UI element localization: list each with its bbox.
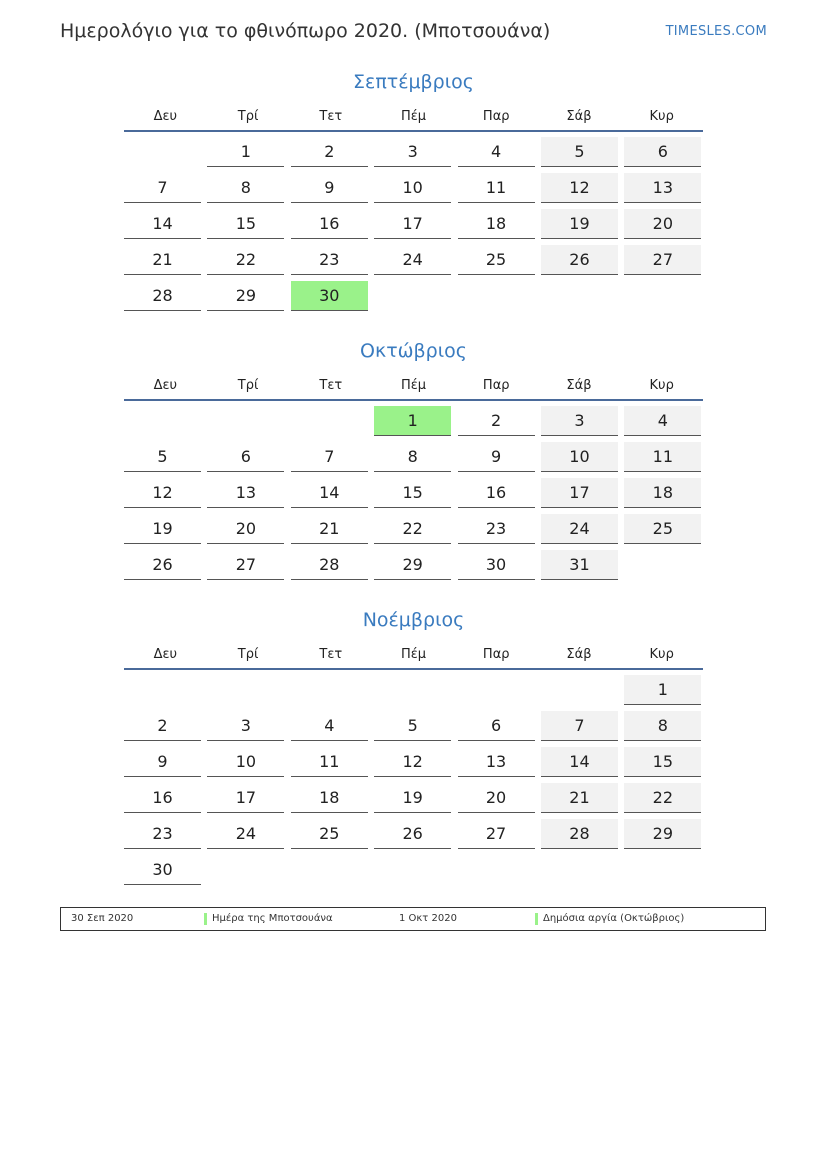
legend-date-2: 1 Οκτ 2020 [399, 913, 457, 924]
day-cell: 23 [124, 819, 201, 849]
day-cell: 3 [207, 711, 284, 741]
day-cell: 8 [374, 442, 451, 472]
month-name: Οκτώβριος [360, 340, 467, 362]
day-cell: 30 [124, 855, 201, 885]
empty-day-cell [124, 137, 201, 167]
day-cell: 22 [207, 245, 284, 275]
weekday-label: Παρ [482, 108, 510, 124]
day-cell: 7 [124, 173, 201, 203]
day-cell: 28 [124, 281, 201, 311]
day-cell: 25 [458, 245, 535, 275]
weekday-label: Πέμ [400, 377, 427, 393]
weekday-label: Τρί [237, 377, 259, 393]
brand-link[interactable]: TIMESLES.COM [665, 24, 767, 39]
day-cell: 21 [541, 783, 618, 813]
day-cell: 7 [291, 442, 368, 472]
day-cell: 7 [541, 711, 618, 741]
day-cell: 15 [207, 209, 284, 239]
day-cell: 25 [624, 514, 701, 544]
day-cell: 30 [458, 550, 535, 580]
day-cell: 21 [291, 514, 368, 544]
empty-day-cell [541, 281, 618, 311]
day-cell: 9 [124, 747, 201, 777]
day-cell: 9 [458, 442, 535, 472]
weekday-label: Παρ [482, 646, 510, 662]
month-block [124, 68, 703, 317]
day-cell: 27 [458, 819, 535, 849]
day-cell: 12 [374, 747, 451, 777]
empty-day-cell [207, 675, 284, 705]
week-row [124, 550, 703, 586]
month-block [124, 606, 703, 891]
weekday-label: Κυρ [649, 646, 674, 662]
day-cell: 23 [458, 514, 535, 544]
weekday-label: Τετ [319, 108, 343, 124]
day-cell: 22 [624, 783, 701, 813]
week-row [124, 855, 703, 891]
day-cell: 28 [541, 819, 618, 849]
day-cell: 19 [541, 209, 618, 239]
day-cell: 16 [291, 209, 368, 239]
day-cell: 14 [291, 478, 368, 508]
day-cell: 24 [207, 819, 284, 849]
day-cell: 22 [374, 514, 451, 544]
day-cell: 21 [124, 245, 201, 275]
weekday-header [124, 640, 703, 670]
empty-day-cell [541, 855, 618, 885]
day-cell: 11 [291, 747, 368, 777]
day-cell: 4 [624, 406, 701, 436]
day-cell: 12 [124, 478, 201, 508]
day-cell: 19 [374, 783, 451, 813]
weekday-label: Κυρ [649, 108, 674, 124]
legend-name-1: Ημέρα της Μποτσουάνα [212, 913, 333, 924]
weekday-label: Δευ [153, 377, 178, 393]
day-cell: 17 [541, 478, 618, 508]
day-cell: 20 [207, 514, 284, 544]
day-cell: 26 [124, 550, 201, 580]
day-cell: 6 [624, 137, 701, 167]
day-cell: 15 [374, 478, 451, 508]
day-cell: 14 [124, 209, 201, 239]
weekday-label: Σάβ [566, 377, 592, 393]
day-cell: 3 [541, 406, 618, 436]
day-cell: 8 [624, 711, 701, 741]
week-row [124, 281, 703, 317]
day-cell: 18 [291, 783, 368, 813]
empty-day-cell [624, 550, 701, 580]
day-cell: 19 [124, 514, 201, 544]
empty-day-cell [458, 675, 535, 705]
day-cell: 13 [624, 173, 701, 203]
weekday-label: Παρ [482, 377, 510, 393]
day-cell: 11 [458, 173, 535, 203]
empty-day-cell [207, 855, 284, 885]
week-row [124, 514, 703, 550]
empty-day-cell [374, 855, 451, 885]
day-cell: 5 [374, 711, 451, 741]
empty-day-cell [207, 406, 284, 436]
day-cell: 25 [291, 819, 368, 849]
weekday-label: Σάβ [566, 646, 592, 662]
weekday-label: Δευ [153, 646, 178, 662]
day-cell: 20 [624, 209, 701, 239]
day-cell: 27 [207, 550, 284, 580]
day-cell: 10 [374, 173, 451, 203]
day-cell: 10 [541, 442, 618, 472]
legend-color-marker-2 [535, 913, 538, 925]
day-cell: 2 [291, 137, 368, 167]
day-cell: 29 [207, 281, 284, 311]
day-cell: 29 [624, 819, 701, 849]
weekday-label: Σάβ [566, 108, 592, 124]
day-cell: 18 [624, 478, 701, 508]
day-cell: 16 [124, 783, 201, 813]
holiday-day-cell: 1 [374, 406, 451, 436]
day-cell: 24 [374, 245, 451, 275]
day-cell: 2 [458, 406, 535, 436]
weekday-label: Πέμ [400, 646, 427, 662]
week-row [124, 747, 703, 783]
week-row [124, 675, 703, 711]
day-cell: 28 [291, 550, 368, 580]
day-cell: 11 [624, 442, 701, 472]
week-row [124, 245, 703, 281]
page-title: Ημερολόγιο για το φθινόπωρο 2020. (Μποτσουάνα) [60, 20, 551, 42]
day-cell: 26 [541, 245, 618, 275]
day-cell: 16 [458, 478, 535, 508]
week-row [124, 406, 703, 442]
empty-day-cell [291, 406, 368, 436]
week-row [124, 711, 703, 747]
day-cell: 15 [624, 747, 701, 777]
week-row [124, 137, 703, 173]
day-cell: 1 [624, 675, 701, 705]
day-cell: 17 [374, 209, 451, 239]
week-row [124, 173, 703, 209]
day-cell: 10 [207, 747, 284, 777]
empty-day-cell [124, 675, 201, 705]
empty-day-cell [374, 281, 451, 311]
day-cell: 26 [374, 819, 451, 849]
day-cell: 23 [291, 245, 368, 275]
day-cell: 29 [374, 550, 451, 580]
empty-day-cell [624, 855, 701, 885]
weekday-header [124, 102, 703, 132]
day-cell: 5 [124, 442, 201, 472]
legend-date-1: 30 Σεπ 2020 [71, 913, 134, 924]
weekday-label: Τετ [319, 377, 343, 393]
empty-day-cell [458, 281, 535, 311]
day-cell: 8 [207, 173, 284, 203]
weekday-label: Τρί [237, 108, 259, 124]
weekday-label: Κυρ [649, 377, 674, 393]
legend-name-2: Δημόσια αργία (Οκτώβριος) [543, 913, 685, 924]
day-cell: 27 [624, 245, 701, 275]
empty-day-cell [458, 855, 535, 885]
week-row [124, 783, 703, 819]
day-cell: 24 [541, 514, 618, 544]
day-cell: 6 [458, 711, 535, 741]
day-cell: 6 [207, 442, 284, 472]
empty-day-cell [374, 675, 451, 705]
empty-day-cell [624, 281, 701, 311]
month-name: Νοέμβριος [362, 609, 465, 631]
weekday-label: Πέμ [400, 108, 427, 124]
month-name: Σεπτέμβριος [353, 71, 474, 93]
weekday-header [124, 371, 703, 401]
week-row [124, 478, 703, 514]
day-cell: 14 [541, 747, 618, 777]
day-cell: 3 [374, 137, 451, 167]
day-cell: 18 [458, 209, 535, 239]
empty-day-cell [291, 855, 368, 885]
day-cell: 2 [124, 711, 201, 741]
day-cell: 13 [207, 478, 284, 508]
weekday-label: Δευ [153, 108, 178, 124]
week-row [124, 442, 703, 478]
week-row [124, 209, 703, 245]
day-cell: 4 [458, 137, 535, 167]
weekday-label: Τετ [319, 646, 343, 662]
day-cell: 13 [458, 747, 535, 777]
day-cell: 5 [541, 137, 618, 167]
holiday-legend [60, 907, 766, 931]
empty-day-cell [291, 675, 368, 705]
day-cell: 9 [291, 173, 368, 203]
holiday-day-cell: 30 [291, 281, 368, 311]
day-cell: 17 [207, 783, 284, 813]
empty-day-cell [541, 675, 618, 705]
empty-day-cell [124, 406, 201, 436]
month-block [124, 337, 703, 586]
day-cell: 31 [541, 550, 618, 580]
week-row [124, 819, 703, 855]
weekday-label: Τρί [237, 646, 259, 662]
day-cell: 1 [207, 137, 284, 167]
legend-color-marker-1 [204, 913, 207, 925]
day-cell: 12 [541, 173, 618, 203]
day-cell: 20 [458, 783, 535, 813]
day-cell: 4 [291, 711, 368, 741]
